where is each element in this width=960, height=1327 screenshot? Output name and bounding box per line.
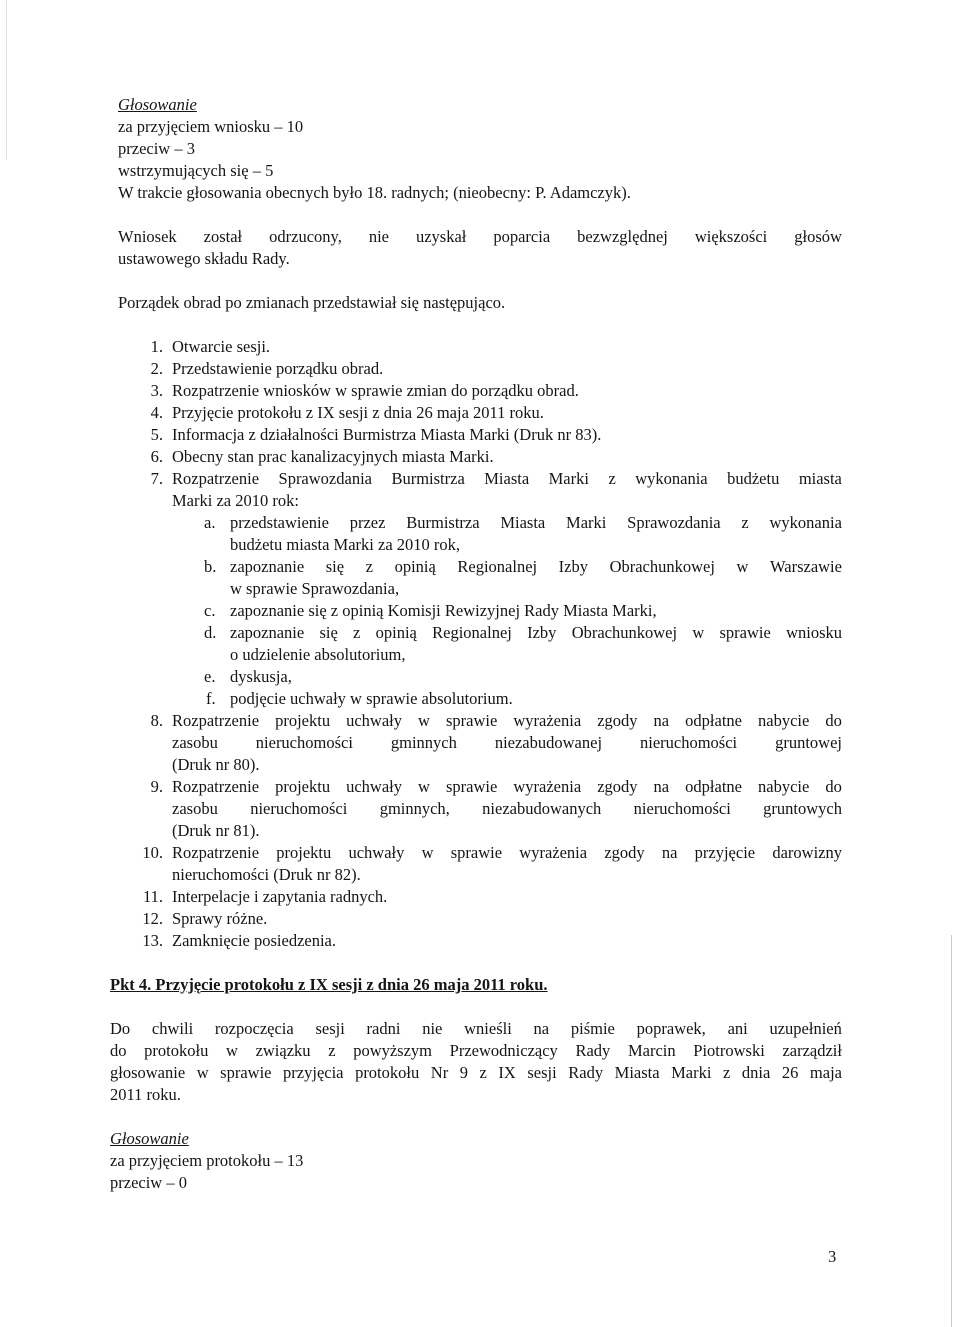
word: Burmistrza bbox=[406, 513, 480, 532]
agenda-number: 11. bbox=[142, 887, 163, 906]
word: opinią bbox=[375, 623, 417, 642]
word: wniosku bbox=[786, 623, 842, 642]
voting-line: W trakcie głosowania obecnych było 18. radnych; (nieobecny: P. Adamczyk). bbox=[118, 183, 631, 202]
rejection-line: ustawowego składu Rady. bbox=[118, 249, 290, 268]
word: z bbox=[723, 1063, 731, 1082]
word: 9 bbox=[459, 1063, 468, 1082]
word: uchwały bbox=[346, 711, 403, 730]
word: darowizny bbox=[772, 843, 842, 862]
word: się bbox=[319, 623, 338, 642]
word: z bbox=[328, 1041, 336, 1060]
word: Sprawozdania bbox=[278, 469, 372, 488]
word: gruntowej bbox=[775, 733, 842, 752]
word: przez bbox=[349, 513, 386, 532]
word: protokołu bbox=[144, 1041, 209, 1060]
word: 26 bbox=[781, 1063, 799, 1082]
agenda-item: Obecny stan prac kanalizacyjnych miasta Marki. bbox=[172, 447, 494, 466]
rejection-line bbox=[118, 226, 842, 248]
word: na bbox=[661, 843, 678, 862]
word: protokołu bbox=[355, 1063, 420, 1082]
word: bezwzględnej bbox=[577, 227, 668, 246]
sub-item bbox=[230, 556, 842, 578]
word: uzupełnień bbox=[769, 1019, 842, 1038]
word: nieruchomości bbox=[633, 799, 731, 818]
word: Rozpatrzenie bbox=[172, 469, 260, 488]
word: poparcia bbox=[493, 227, 551, 246]
word: radni bbox=[366, 1019, 401, 1038]
sub-letter: a. bbox=[204, 513, 216, 532]
word: zgody bbox=[604, 843, 645, 862]
agenda-number: 3. bbox=[150, 381, 163, 400]
word: wnieśli bbox=[464, 1019, 512, 1038]
word: ani bbox=[727, 1019, 748, 1038]
word: nieruchomości bbox=[250, 799, 348, 818]
paragraph-line bbox=[110, 1018, 842, 1040]
agenda-item: Przyjęcie protokołu z IX sesji z dnia 26 maja 2011 roku. bbox=[172, 403, 544, 422]
section-heading: Pkt 4. Przyjęcie protokołu z IX sesji z dnia 26 maja 2011 roku. bbox=[110, 975, 548, 994]
sub-item bbox=[230, 622, 842, 644]
word: z bbox=[365, 557, 373, 576]
agenda-item: Zamknięcie posiedzenia. bbox=[172, 931, 337, 950]
agenda-item: Marki za 2010 rok: bbox=[172, 491, 299, 510]
agenda-item: (Druk nr 80). bbox=[172, 755, 260, 774]
word: wykonania bbox=[635, 469, 708, 488]
sub-item: podjęcie uchwały w sprawie absolutorium. bbox=[230, 689, 513, 708]
agenda-number: 6. bbox=[150, 447, 163, 466]
word: IX bbox=[498, 1063, 516, 1082]
word: odpłatne bbox=[685, 711, 742, 730]
word: niezabudowanej bbox=[494, 733, 603, 752]
word: Nr bbox=[430, 1063, 449, 1082]
scan-edge-line bbox=[6, 0, 7, 160]
word: większości bbox=[694, 227, 768, 246]
agenda-item: Rozpatrzenie wniosków w sprawie zmian do porządku obrad. bbox=[172, 381, 579, 400]
word: na bbox=[653, 711, 670, 730]
word: w bbox=[196, 1063, 209, 1082]
word: z bbox=[353, 623, 361, 642]
word: uchwały bbox=[346, 777, 403, 796]
word: nabycie bbox=[758, 711, 810, 730]
word: sesji bbox=[315, 1019, 345, 1038]
agenda-item bbox=[172, 798, 842, 820]
word: niezabudowanych bbox=[482, 799, 602, 818]
word: Izby bbox=[527, 623, 557, 642]
paragraph-line bbox=[110, 1062, 842, 1084]
word: do bbox=[825, 777, 842, 796]
word: budżetu bbox=[727, 469, 780, 488]
word: przedstawienie bbox=[230, 513, 329, 532]
word: Rozpatrzenie bbox=[172, 843, 260, 862]
word: Sprawozdania bbox=[627, 513, 721, 532]
agenda-number: 10. bbox=[142, 843, 163, 862]
word: gminnych, bbox=[379, 799, 450, 818]
word: Miasta bbox=[500, 513, 546, 532]
word: związku bbox=[255, 1041, 311, 1060]
word: nie bbox=[368, 227, 389, 246]
word: na bbox=[533, 1019, 550, 1038]
word: Marki bbox=[566, 513, 607, 532]
word: odpłatne bbox=[685, 777, 742, 796]
order-intro: Porządek obrad po zmianach przedstawiał się następująco. bbox=[118, 293, 506, 312]
word: nie bbox=[422, 1019, 443, 1038]
agenda-number: 12. bbox=[142, 909, 163, 928]
word: Izby bbox=[558, 557, 588, 576]
word: w bbox=[418, 777, 430, 796]
word: głosowanie bbox=[110, 1063, 186, 1082]
agenda-number: 2. bbox=[150, 359, 163, 378]
word: w bbox=[225, 1041, 238, 1060]
word: Rozpatrzenie bbox=[172, 711, 260, 730]
word: do bbox=[110, 1041, 127, 1060]
word: uzyskał bbox=[415, 227, 467, 246]
agenda-item: Przedstawienie porządku obrad. bbox=[172, 359, 384, 378]
word: Burmistrza bbox=[391, 469, 465, 488]
word: przyjęcie bbox=[694, 843, 756, 862]
word: Miasta bbox=[484, 469, 530, 488]
word: Marki bbox=[548, 469, 589, 488]
agenda-item bbox=[172, 842, 842, 864]
word: Wniosek bbox=[118, 227, 177, 246]
scan-edge-line bbox=[951, 935, 952, 1327]
word: z bbox=[608, 469, 616, 488]
word: zasobu bbox=[172, 799, 218, 818]
agenda-number: 5. bbox=[150, 425, 163, 444]
paragraph-line: 2011 roku. bbox=[110, 1085, 181, 1104]
sub-letter: b. bbox=[204, 557, 217, 576]
word: Rozpatrzenie bbox=[172, 777, 260, 796]
word: Rady bbox=[575, 1041, 611, 1060]
word: sprawie bbox=[446, 711, 498, 730]
agenda-item: Sprawy różne. bbox=[172, 909, 268, 928]
word: piśmie bbox=[570, 1019, 615, 1038]
word: projektu bbox=[275, 777, 331, 796]
word: został bbox=[203, 227, 243, 246]
word: zgody bbox=[597, 711, 638, 730]
word: Przewodniczący bbox=[449, 1041, 558, 1060]
word: Obrachunkowej bbox=[571, 623, 678, 642]
word: projektu bbox=[276, 843, 332, 862]
word: głosów bbox=[794, 227, 842, 246]
word: wyrażenia bbox=[513, 711, 582, 730]
word: dnia bbox=[741, 1063, 771, 1082]
word: Do bbox=[110, 1019, 131, 1038]
word: Rady bbox=[568, 1063, 604, 1082]
word: Regionalnej bbox=[457, 557, 538, 576]
sub-item: w sprawie Sprawozdania, bbox=[230, 579, 400, 598]
word: do bbox=[825, 711, 842, 730]
word: gruntowych bbox=[763, 799, 842, 818]
word: Marcin bbox=[627, 1041, 676, 1060]
voting-heading: Głosowanie bbox=[118, 95, 197, 114]
agenda-number: 13. bbox=[142, 931, 163, 950]
sub-item: dyskusja, bbox=[230, 667, 292, 686]
word: Miasta bbox=[614, 1063, 660, 1082]
word: w bbox=[736, 557, 749, 576]
agenda-item bbox=[172, 732, 842, 754]
word: w bbox=[421, 843, 434, 862]
word: przyjęcia bbox=[283, 1063, 344, 1082]
agenda-number: 7. bbox=[150, 469, 163, 488]
voting-line: wstrzymujących się – 5 bbox=[118, 161, 274, 180]
agenda-item: (Druk nr 81). bbox=[172, 821, 260, 840]
agenda-item: Interpelacje i zapytania radnych. bbox=[172, 887, 388, 906]
agenda-item bbox=[172, 776, 842, 798]
agenda-number: 8. bbox=[150, 711, 163, 730]
word: sesji bbox=[527, 1063, 557, 1082]
agenda-number: 4. bbox=[150, 403, 163, 422]
word: odrzucony, bbox=[269, 227, 342, 246]
word: w bbox=[418, 711, 430, 730]
word: uchwały bbox=[348, 843, 405, 862]
agenda-item bbox=[172, 710, 842, 732]
voting-line: przeciw – 3 bbox=[118, 139, 195, 158]
word: zgody bbox=[597, 777, 638, 796]
sub-item bbox=[230, 512, 842, 534]
word: sprawie bbox=[450, 843, 503, 862]
agenda-number: 9. bbox=[150, 777, 163, 796]
word: powyższym bbox=[353, 1041, 433, 1060]
word: w bbox=[692, 623, 705, 642]
word: z bbox=[479, 1063, 487, 1082]
word: poprawek, bbox=[636, 1019, 706, 1038]
word: sprawie bbox=[446, 777, 498, 796]
agenda-item bbox=[172, 468, 842, 490]
agenda-item: Informacja z działalności Burmistrza Miasta Marki (Druk nr 83). bbox=[172, 425, 602, 444]
agenda-item: Otwarcie sesji. bbox=[172, 337, 271, 356]
word: Piotrowski bbox=[693, 1041, 765, 1060]
agenda-item: nieruchomości (Druk nr 82). bbox=[172, 865, 361, 884]
word: nieruchomości bbox=[639, 733, 738, 752]
word: Marki bbox=[671, 1063, 712, 1082]
word: wykonania bbox=[769, 513, 842, 532]
voting-line: za przyjęciem protokołu – 13 bbox=[110, 1151, 304, 1170]
sub-item: zapoznanie się z opinią Komisji Rewizyjnej Rady Miasta Marki, bbox=[230, 601, 657, 620]
sub-item: budżetu miasta Marki za 2010 rok, bbox=[230, 535, 461, 554]
voting-line: za przyjęciem wniosku – 10 bbox=[118, 117, 304, 136]
sub-letter: d. bbox=[204, 623, 217, 642]
word: gminnych bbox=[390, 733, 457, 752]
sub-letter: c. bbox=[204, 601, 216, 620]
word: miasta bbox=[798, 469, 842, 488]
agenda-number: 1. bbox=[150, 337, 163, 356]
word: zarządził bbox=[782, 1041, 842, 1060]
word: nabycie bbox=[758, 777, 810, 796]
voting-line: przeciw – 0 bbox=[110, 1173, 187, 1192]
word: na bbox=[653, 777, 670, 796]
word: wyrażenia bbox=[513, 777, 582, 796]
word: zasobu bbox=[172, 733, 218, 752]
word: chwili bbox=[151, 1019, 194, 1038]
word: Regionalnej bbox=[432, 623, 512, 642]
word: sprawie bbox=[220, 1063, 272, 1082]
word: projektu bbox=[275, 711, 331, 730]
sub-item: o udzielenie absolutorium, bbox=[230, 645, 406, 664]
word: nieruchomości bbox=[255, 733, 353, 752]
paragraph-line bbox=[110, 1040, 842, 1062]
word: zapoznanie bbox=[230, 623, 305, 642]
word: wyrażenia bbox=[519, 843, 588, 862]
page-number: 3 bbox=[828, 1247, 837, 1266]
word: maja bbox=[809, 1063, 842, 1082]
word: się bbox=[325, 557, 345, 576]
word: sprawie bbox=[719, 623, 771, 642]
word: Warszawie bbox=[770, 557, 842, 576]
word: z bbox=[741, 513, 749, 532]
sub-letter: e. bbox=[204, 667, 216, 686]
word: rozpoczęcia bbox=[214, 1019, 294, 1038]
word: opinią bbox=[394, 557, 436, 576]
word: zapoznanie bbox=[230, 557, 305, 576]
voting-heading: Głosowanie bbox=[110, 1129, 189, 1148]
sub-letter: f. bbox=[206, 689, 216, 708]
word: Obrachunkowej bbox=[609, 557, 715, 576]
